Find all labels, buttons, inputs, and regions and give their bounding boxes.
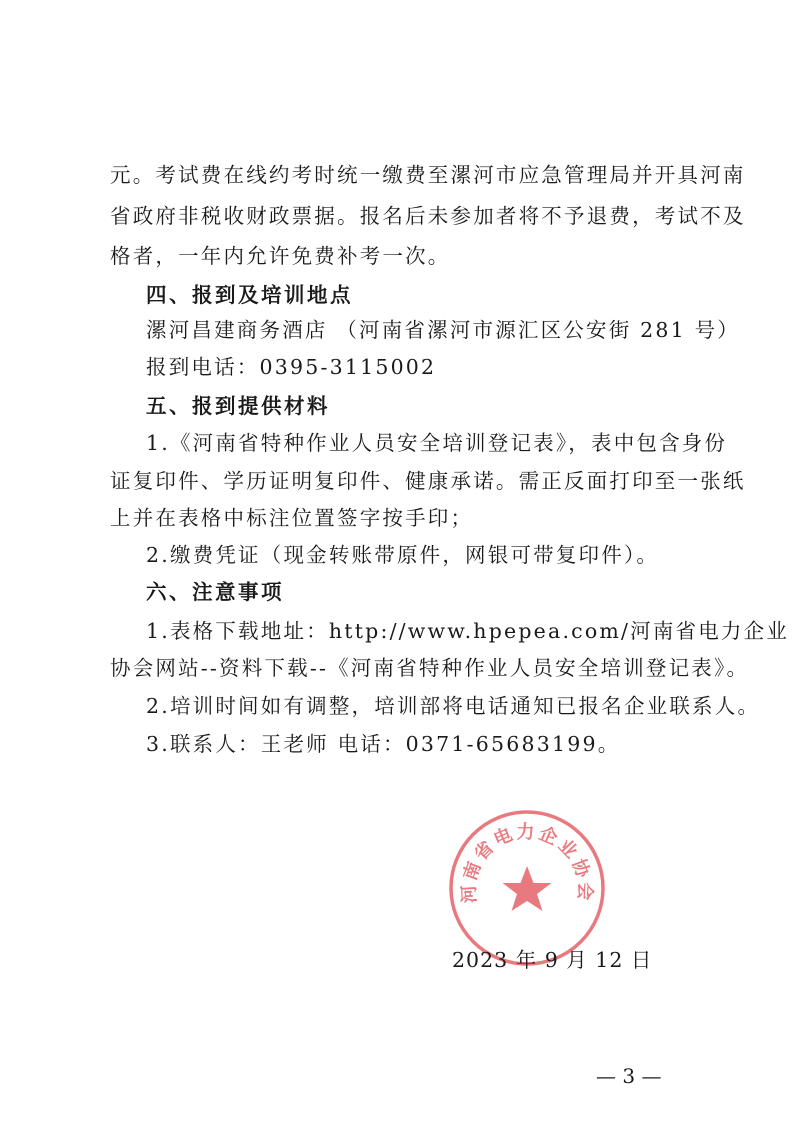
training-location: 漯河昌建商务酒店 （河南省漯河市源汇区公安街 281 号）: [146, 318, 740, 342]
notes-item-1-line-1: 1.表格下载地址：http://www.hpepea.com/河南省电力企业: [146, 619, 790, 643]
seal-star: [503, 866, 552, 911]
materials-item-1-line-3: 上并在表格中标注位置签字按手印；: [110, 506, 474, 530]
notes-item-1-line-2: 协会网站--资料下载--《河南省特种作业人员安全培训登记表》。: [110, 656, 750, 680]
section-6-heading: 六、注意事项: [146, 580, 284, 604]
body-line-3: 格者，一年内允许免费补考一次。: [110, 244, 451, 268]
body-line-2: 省政府非税收财政票据。报名后未参加者将不予退费，考试不及: [110, 204, 746, 228]
section-4-heading: 四、报到及培训地点: [146, 283, 353, 307]
materials-item-1-line-2: 证复印件、学历证明复印件、健康承诺。需正反面打印至一张纸: [110, 469, 746, 493]
document-date: 2023 年 9 月 12 日: [452, 948, 653, 972]
registration-phone: 报到电话：0395-3115002: [146, 355, 437, 379]
notes-item-2: 2.培训时间如有调整，培训部将电话通知已报名企业联系人。: [146, 694, 761, 718]
notes-item-3: 3.联系人：王老师 电话：0371-65683199。: [146, 732, 621, 756]
materials-item-2: 2.缴费凭证（现金转账带原件，网银可带复印件）。: [146, 543, 660, 567]
page-number: — 3 —: [596, 1064, 662, 1088]
seal-text: 河南省电力企业协会: [458, 821, 596, 904]
body-line-1: 元。考试费在线约考时统一缴费至漯河市应急管理局并开具河南: [110, 163, 746, 187]
materials-item-1-line-1: 1.《河南省特种作业人员安全培训登记表》，表中包含身份: [146, 431, 728, 455]
section-5-heading: 五、报到提供材料: [146, 394, 330, 418]
